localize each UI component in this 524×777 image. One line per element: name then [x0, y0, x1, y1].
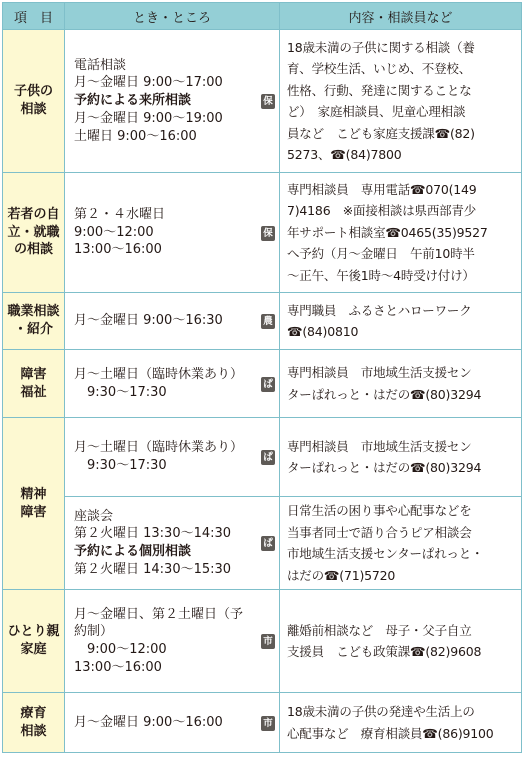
- content-cell: [280, 693, 522, 753]
- time-place-cell: [65, 293, 280, 350]
- content-line: 専門相談員 市地域生活支援セン: [287, 438, 472, 454]
- location-badge: 市: [261, 716, 275, 731]
- content-line: 性格、行動、発達に関することな: [287, 82, 472, 98]
- content-line: ターぱれっと・はだの☎(80)3294: [287, 386, 482, 402]
- location-badge: 農: [261, 314, 275, 329]
- time-place-cell: [65, 30, 280, 173]
- location-badge: ぱ: [261, 450, 275, 465]
- schedule-line: 第２火曜日 14:30～15:30: [74, 561, 232, 577]
- table-row: [3, 497, 522, 590]
- content-cell: [280, 497, 522, 590]
- item-label-line: 相談: [20, 102, 47, 117]
- schedule-line: 第２・４水曜日: [74, 206, 166, 222]
- content-cell: [280, 350, 522, 418]
- table-row: [3, 293, 522, 350]
- item-label-line: 立・就職: [7, 224, 60, 240]
- content-line: 市地域生活支援センターぱれっと・: [287, 546, 484, 561]
- location-badge: ぱ: [261, 536, 275, 551]
- schedule-line: 9:30～17:30: [74, 458, 167, 473]
- table-header-row: [3, 3, 522, 30]
- content-line: 専門職員 ふるさとハローワーク: [287, 302, 472, 318]
- content-line: 専門相談員 市地域生活支援セン: [287, 365, 472, 380]
- content-line: 年サポート相談室☎0465(35)9527: [287, 224, 488, 240]
- content-line: 18歳未満の子供の発達や生活上の: [287, 704, 475, 719]
- schedule-line: 月～土曜日（臨時休業あり）: [74, 366, 244, 382]
- schedule-line: 座談会: [74, 508, 114, 524]
- location-badge: 保: [261, 226, 275, 241]
- table-row: [3, 30, 522, 173]
- item-label-line: 子供の: [13, 84, 53, 100]
- content-line: 専門相談員 専用電話☎070(149: [287, 181, 477, 197]
- content-line: 7)4186 ※面接相談は県西部青少: [287, 203, 477, 219]
- schedule-line: 予約による来所相談: [74, 93, 192, 109]
- row-item-label: [3, 293, 65, 350]
- schedule-line: 9:30～17:30: [74, 384, 167, 400]
- schedule-line: 月～金曜日 9:00～17:00: [74, 75, 223, 91]
- schedule-line: 13:00～16:00: [74, 242, 162, 258]
- schedule-line: 13:00～16:00: [74, 659, 162, 675]
- content-line: ☎(84)0810: [287, 324, 359, 339]
- schedule-line: 土曜日 9:00～16:00: [74, 128, 197, 144]
- schedule-line: 月～金曜日、第２土曜日（予: [74, 606, 244, 622]
- row-item-label: [3, 693, 65, 753]
- item-label-line: 福祉: [20, 384, 47, 400]
- content-line: 当事者同士で語り合うピア相談会: [287, 524, 472, 540]
- header-item: 項 目: [3, 3, 65, 30]
- content-line: ターぱれっと・はだの☎(80)3294: [287, 460, 482, 475]
- schedule-line: 電話相談: [74, 57, 127, 73]
- content-line: 5273、☎(84)7800: [287, 147, 402, 162]
- content-line: 員など こども家庭支援課☎(82): [287, 125, 475, 141]
- content-line: はだの☎(71)5720: [287, 567, 396, 583]
- content-line: 日常生活の困り事や心配事などを: [287, 503, 472, 518]
- content-line: 支援員 こども政策課☎(82)9608: [287, 644, 482, 659]
- item-label-line: の相談: [13, 242, 53, 258]
- location-badge: ぱ: [261, 377, 275, 392]
- table-row: [3, 350, 522, 418]
- item-label-line: 障害: [20, 504, 47, 520]
- time-place-cell: [65, 693, 280, 753]
- content-cell: [280, 590, 522, 693]
- schedule-line: 予約による個別相談: [74, 544, 192, 559]
- content-line: 心配事など 療育相談員☎(86)9100: [287, 725, 494, 741]
- time-place-cell: [65, 497, 280, 590]
- content-line: 離婚前相談など 母子・父子自立: [287, 622, 472, 638]
- schedule-line: 第２火曜日 13:30～14:30: [74, 526, 232, 542]
- row-item-label: [3, 30, 65, 173]
- content-cell: [280, 30, 522, 173]
- location-badge: 保: [261, 94, 275, 109]
- content-line: へ予約（月～金曜日 午前10時半: [287, 246, 475, 262]
- header-time-place: とき・ところ: [65, 3, 280, 30]
- content-cell: [280, 293, 522, 350]
- location-badge: 市: [261, 634, 275, 649]
- item-label-line: 障害: [20, 366, 47, 382]
- schedule-line: 月～金曜日 9:00～19:00: [74, 110, 223, 126]
- item-label-line: ・紹介: [13, 322, 53, 337]
- content-line: ～正午、午後1時～4時受け付け）: [287, 267, 475, 283]
- schedule-line: 月～金曜日 9:00～16:30: [74, 313, 223, 329]
- time-place-cell: [65, 590, 280, 693]
- table-row: [3, 693, 522, 753]
- item-label-line: 相談: [20, 723, 47, 739]
- schedule-line: 月～金曜日 9:00～16:00: [74, 714, 223, 730]
- row-item-label: [3, 418, 65, 590]
- table-row: [3, 590, 522, 693]
- content-line: 18歳未満の子供に関する相談（養: [287, 39, 475, 55]
- item-label-line: 若者の自: [7, 207, 60, 223]
- content-line: 育、学校生活、いじめ、不登校、: [287, 61, 472, 76]
- time-place-cell: [65, 418, 280, 497]
- content-line: ど） 家庭相談員、児童心理相談: [287, 104, 466, 119]
- table-row: [3, 173, 522, 293]
- schedule-line: 9:00～12:00: [74, 642, 167, 657]
- item-label-line: 精神: [20, 486, 47, 502]
- schedule-line: 約制）: [74, 624, 114, 640]
- time-place-cell: [65, 173, 280, 293]
- item-label-line: 家庭: [20, 642, 47, 657]
- content-cell: [280, 418, 522, 497]
- schedule-line: 月～土曜日（臨時休業あり）: [74, 440, 244, 456]
- table-row: [3, 418, 522, 497]
- row-item-label: [3, 173, 65, 293]
- consultation-table: [2, 2, 522, 753]
- row-item-label: [3, 590, 65, 693]
- item-label-line: 職業相談: [7, 304, 60, 320]
- item-label-line: ひとり親: [7, 624, 60, 640]
- header-content: 内容・相談員など: [280, 3, 522, 30]
- content-cell: [280, 173, 522, 293]
- schedule-line: 9:00～12:00: [74, 224, 154, 240]
- item-label-line: 療育: [20, 705, 47, 721]
- row-item-label: [3, 350, 65, 418]
- time-place-cell: [65, 350, 280, 418]
